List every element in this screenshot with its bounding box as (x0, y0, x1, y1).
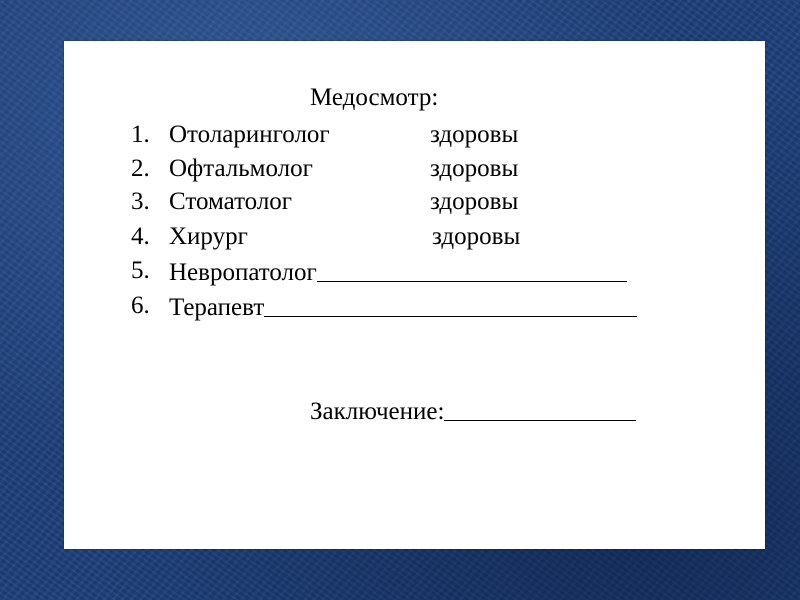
conclusion-label: Заключение: (310, 398, 445, 425)
document-title: Медосмотр: (310, 84, 439, 111)
document-sheet (64, 41, 765, 549)
item-name-text: Невропатолог (169, 259, 317, 286)
item-number: 6. (131, 292, 150, 319)
item-number: 2. (131, 155, 150, 182)
blank-line (264, 292, 637, 317)
item-name: Офтальмолог (169, 155, 313, 182)
conclusion (310, 394, 636, 426)
item-name: Отоларинголог (169, 121, 330, 148)
item-number: 5. (131, 257, 150, 284)
item-status: здоровы (430, 155, 519, 182)
item-status: здоровы (432, 223, 521, 250)
item-status: здоровы (430, 121, 519, 148)
item-number: 1. (131, 121, 150, 148)
item-number: 3. (131, 188, 150, 215)
blank-line (317, 257, 627, 282)
item-name: Стоматолог (169, 188, 293, 215)
item-status: здоровы (430, 188, 519, 215)
item-name (169, 290, 637, 324)
item-number: 4. (131, 223, 150, 250)
item-name-text: Терапевт (169, 294, 265, 321)
item-name: Хирург (169, 223, 248, 250)
item-name (169, 255, 627, 289)
blank-line (444, 396, 636, 421)
